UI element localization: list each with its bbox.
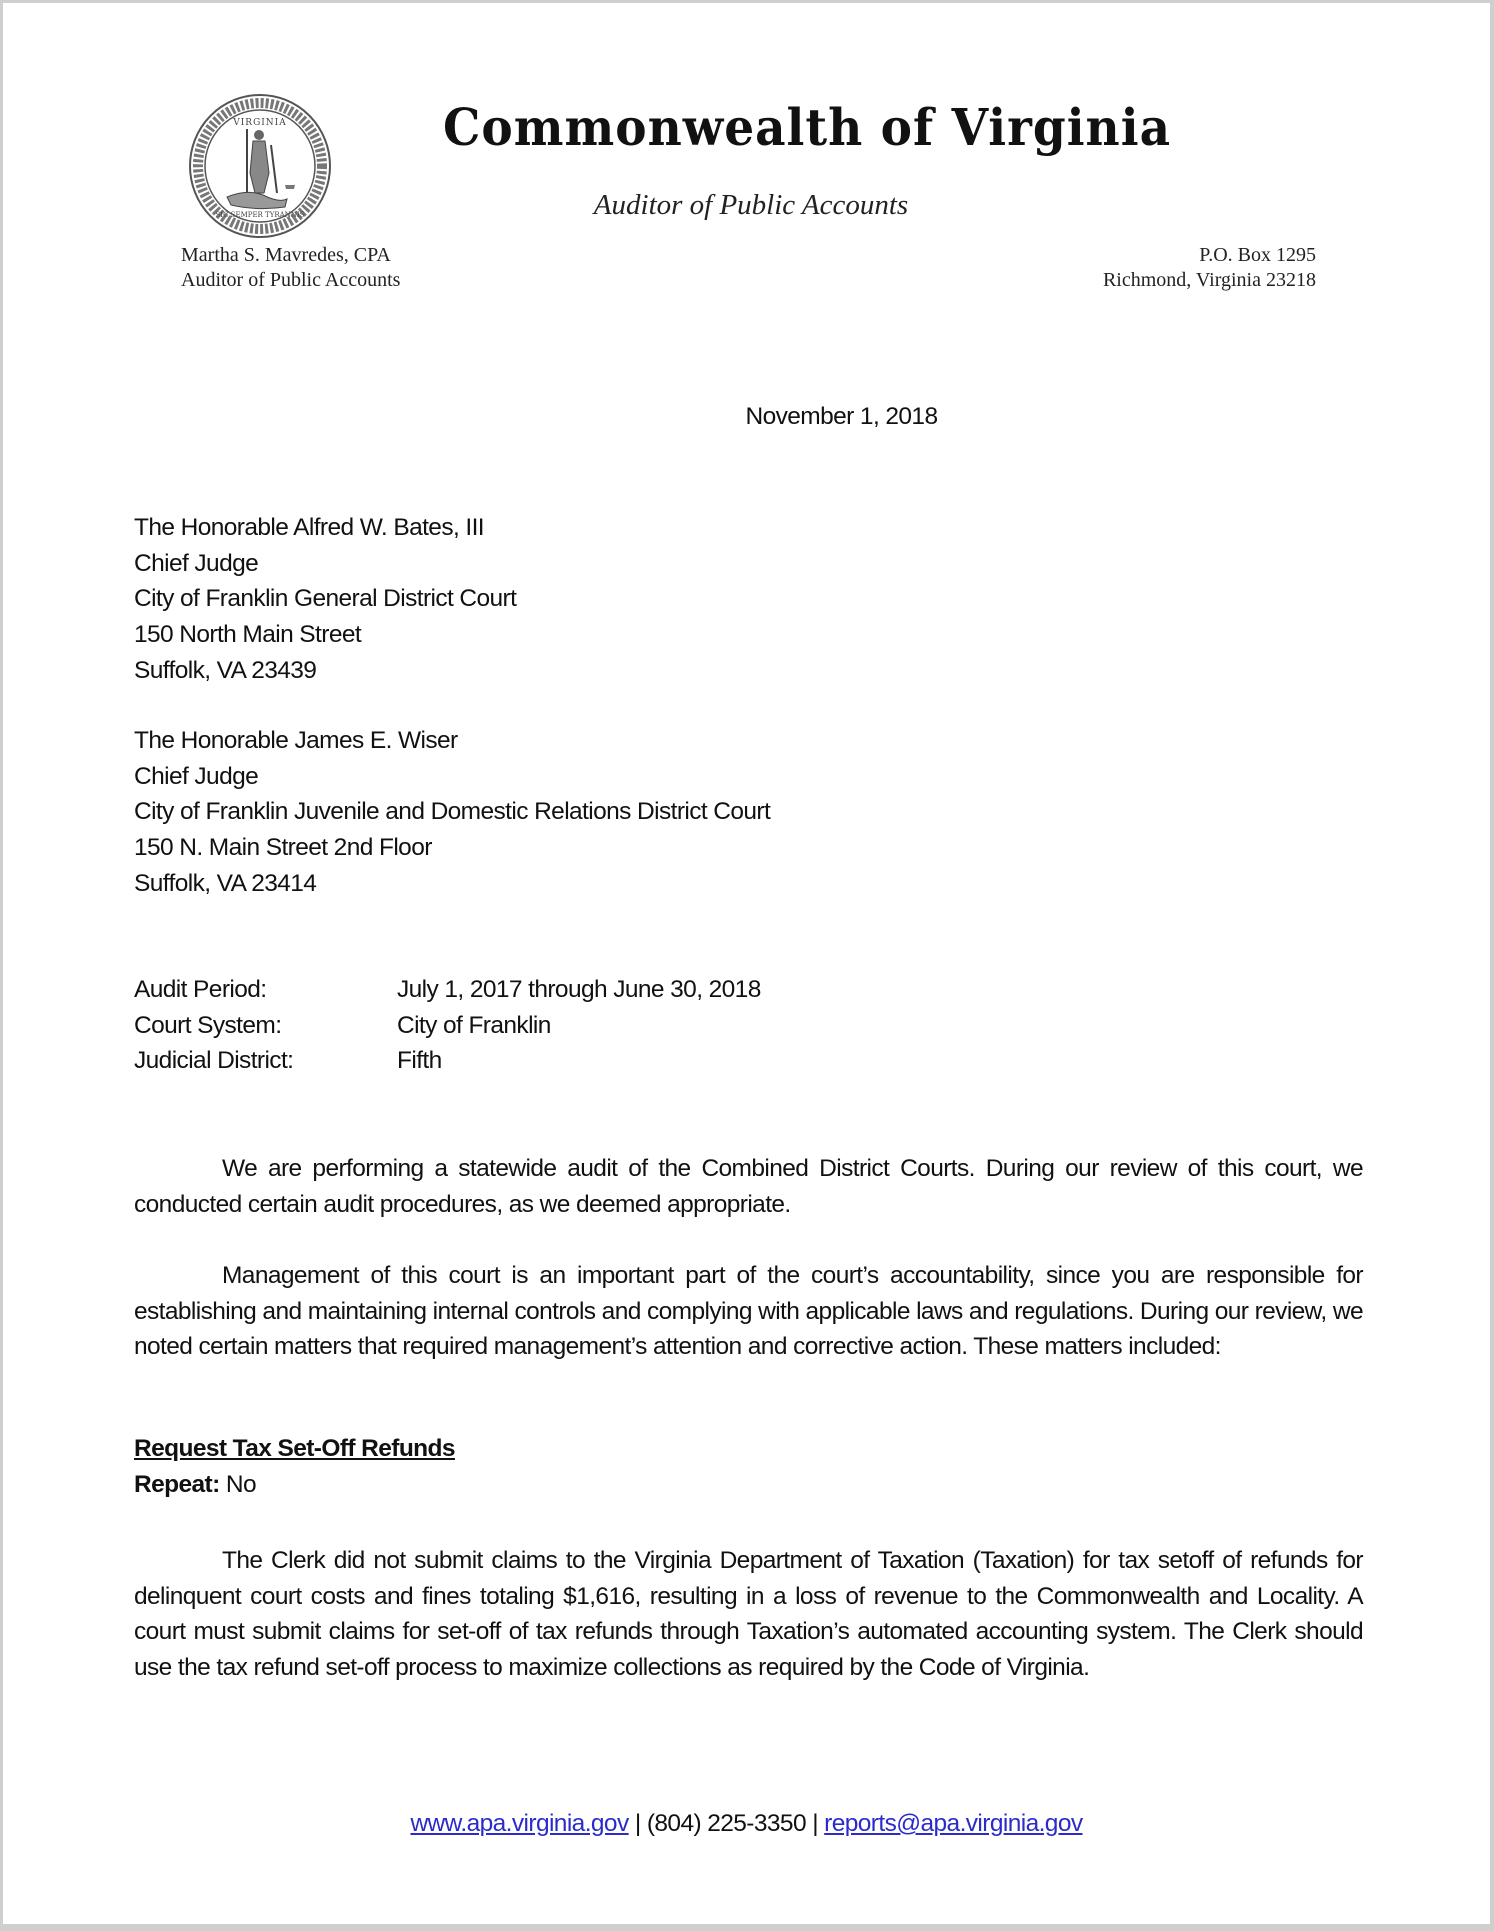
phone-number: (804) 225-3350: [646, 1810, 806, 1837]
address-line: 150 North Main Street: [134, 621, 362, 649]
audit-info: [134, 972, 761, 1079]
audit-info-row: [134, 1043, 761, 1079]
address-line: City of Franklin Juvenile and Domestic Relations District Court: [134, 798, 771, 826]
audit-info-value: City of Franklin: [397, 1011, 551, 1039]
audit-info-label: Judicial District:: [134, 1047, 294, 1075]
separator: |: [812, 1810, 818, 1837]
website-link[interactable]: www.apa.virginia.gov: [410, 1810, 629, 1837]
letterhead-subtitle: Auditor of Public Accounts: [593, 189, 909, 221]
audit-info-row: [134, 1008, 761, 1044]
audit-info-row: [134, 972, 761, 1008]
address-line: Suffolk, VA 23439: [134, 656, 317, 684]
audit-info-label: Audit Period:: [134, 976, 267, 1003]
letter-date: November 1, 2018: [745, 403, 938, 430]
repeat-value: No: [225, 1471, 256, 1498]
address-line: The Honorable James E. Wiser: [134, 727, 458, 754]
city-state-zip: Richmond, Virginia 23218: [1102, 269, 1316, 291]
footer-contact: [3, 1810, 1490, 1838]
audit-info-value: Fifth: [397, 1047, 442, 1075]
separator: |: [634, 1810, 641, 1837]
letterhead-title: Commonwealth of Virginia: [443, 98, 1172, 159]
address-line: The Honorable Alfred W. Bates, III: [134, 514, 485, 541]
recipient-address-1: [134, 510, 516, 689]
address-line: Chief Judge: [134, 762, 259, 790]
auditor-contact: [181, 243, 400, 293]
letter-page: [3, 3, 1490, 1924]
virginia-seal-icon: [187, 93, 333, 239]
body-paragraph: Management of this court is an important part of the court’s accountability, since you are responsible for establishing and maintaining internal controls and complying with applicable laws and regulations. During our review, we noted certain matters that required management’s attention and corrective action. These matters included:: [134, 1262, 1363, 1361]
office-address: [1103, 243, 1316, 293]
body-paragraph: We are performing a statewide audit of the Combined District Courts. During our review of this court, we conducted certain audit procedures, as we deemed appropriate.: [134, 1155, 1363, 1218]
svg-text:VIRGINIA: VIRGINIA: [233, 118, 287, 128]
audit-info-value: July 1, 2017 through June 30, 2018: [397, 976, 761, 1003]
auditor-role: Auditor of Public Accounts: [181, 269, 401, 291]
auditor-name: Martha S. Mavredes, CPA: [181, 244, 391, 266]
address-line: Suffolk, VA 23414: [134, 869, 317, 897]
finding-paragraph: The Clerk did not submit claims to the Virginia Department of Taxation (Taxation) for tax setoff of refunds for delinquent court costs and fines totaling $1,616, resulting in a loss of revenue to the Commonwealth and Locality. A court must submit claims for set-off of tax refunds through Taxation’s automated accounting system. The Clerk should use the tax refund set-off process to maximize collections as required by the Code of Virginia.: [134, 1547, 1363, 1682]
address-line: Chief Judge: [134, 549, 259, 577]
po-box: P.O. Box 1295: [1199, 244, 1316, 266]
repeat-label: Repeat:: [134, 1471, 220, 1498]
finding-title: Request Tax Set-Off Refunds: [134, 1435, 455, 1462]
email-link[interactable]: reports@apa.virginia.gov: [824, 1810, 1083, 1837]
address-line: City of Franklin General District Court: [134, 585, 517, 613]
audit-info-label: Court System:: [134, 1011, 282, 1039]
svg-text:SIC SEMPER TYRANNIS: SIC SEMPER TYRANNIS: [215, 211, 305, 219]
recipient-address-2: [134, 723, 770, 902]
finding-repeat: [134, 1471, 256, 1499]
address-line: 150 N. Main Street 2nd Floor: [134, 834, 432, 862]
